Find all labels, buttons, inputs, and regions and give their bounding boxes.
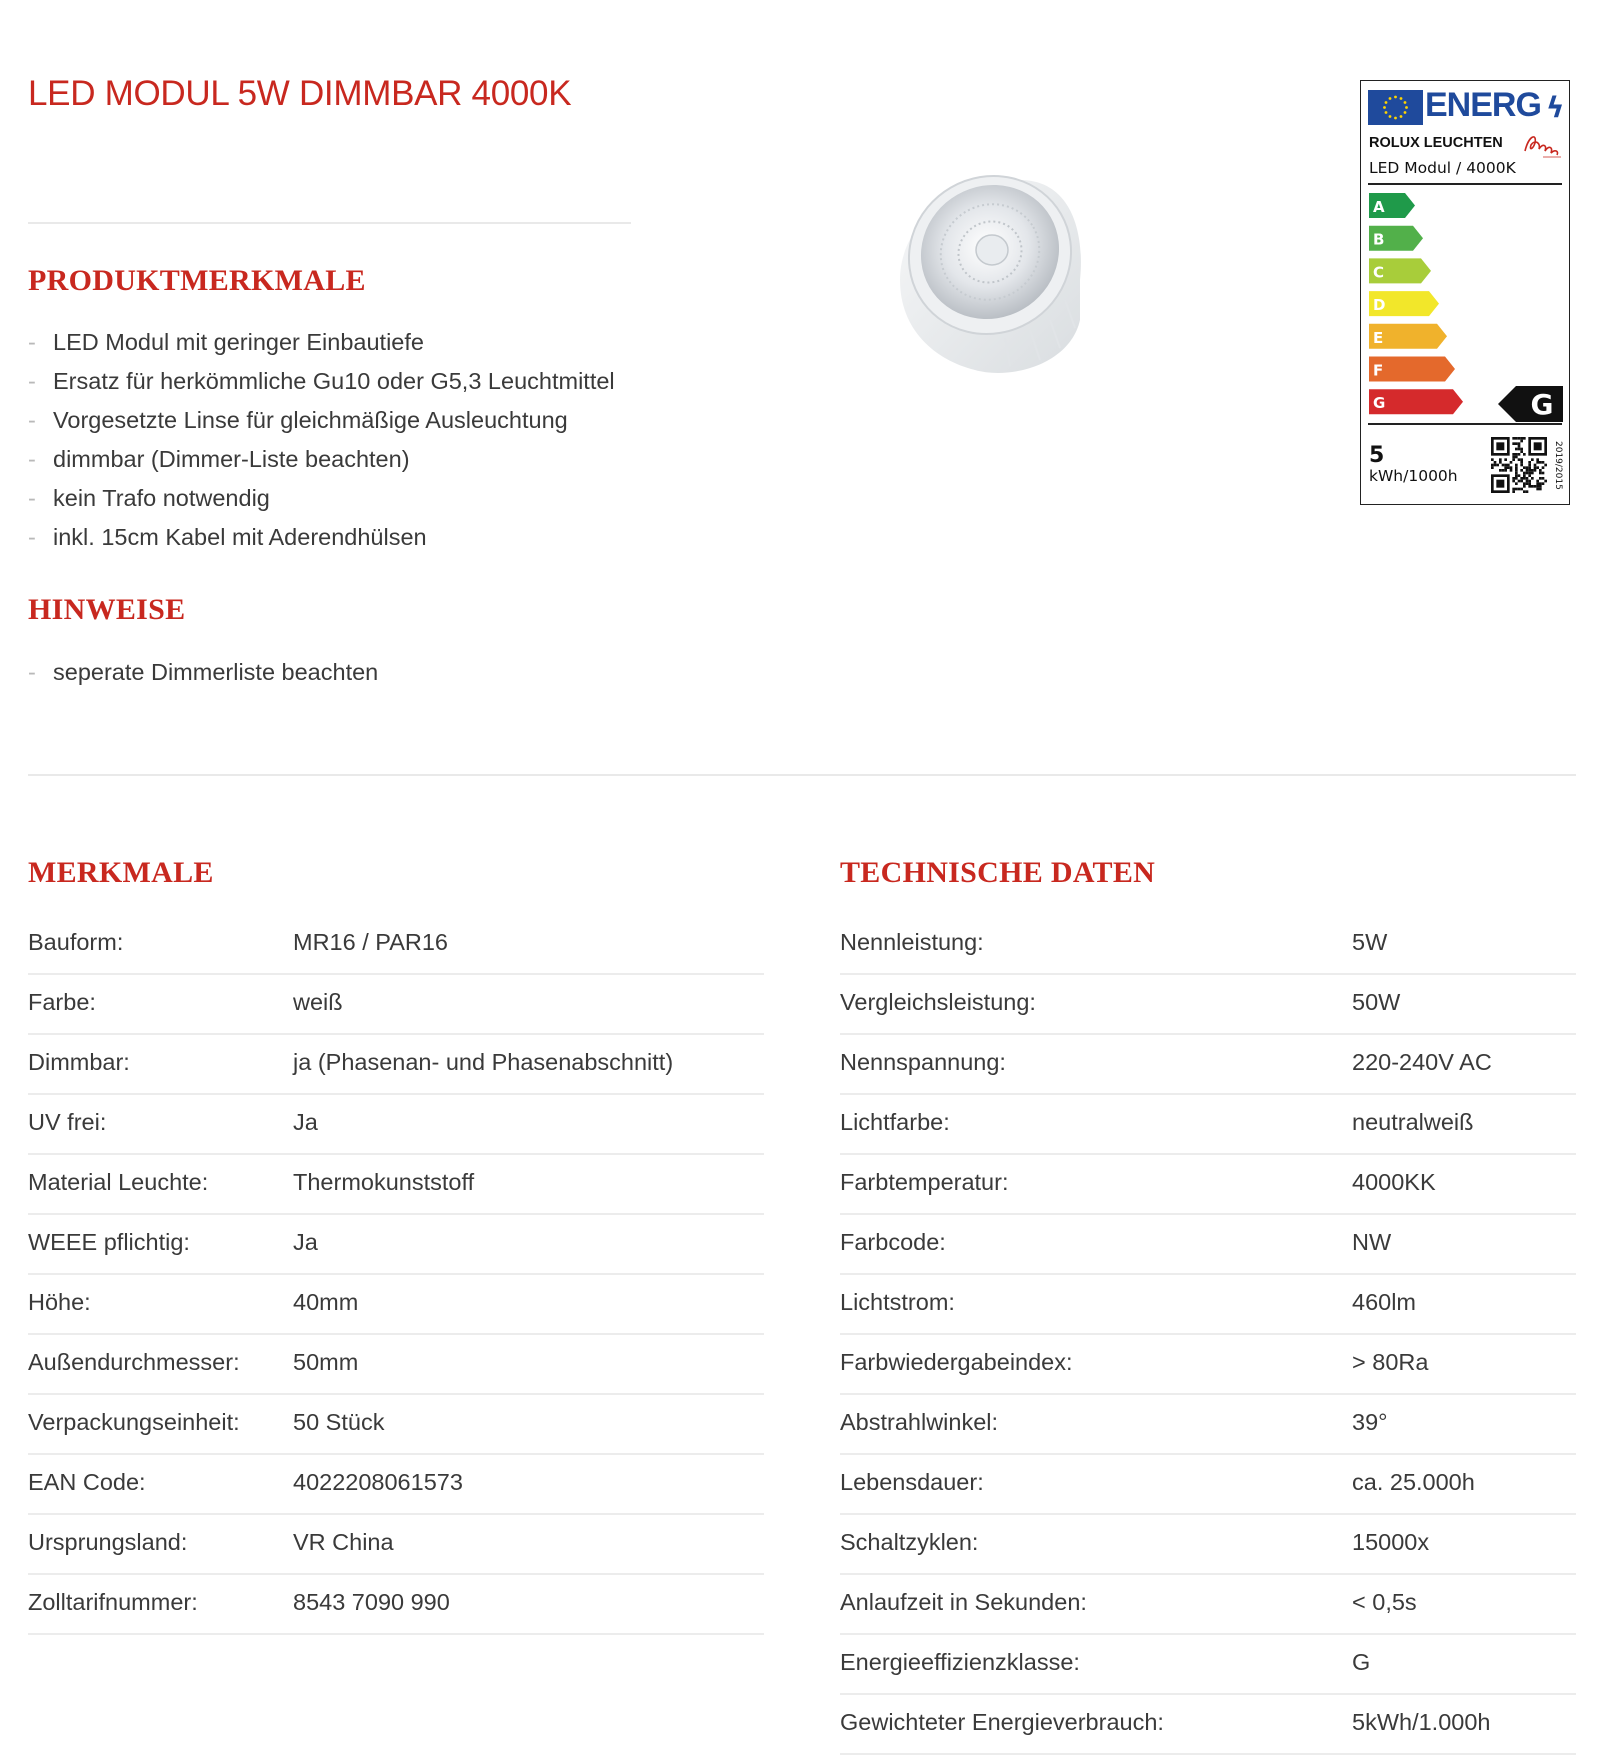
energy-class-letter: F — [1373, 361, 1384, 380]
row-label: Außendurchmesser: — [28, 1349, 240, 1375]
row-value: ca. 25.000h — [1352, 1469, 1475, 1495]
energy-class-letter: D — [1373, 296, 1386, 315]
row-label: Vergleichsleistung: — [840, 989, 1036, 1015]
lightning-icon: ϟ — [1546, 91, 1565, 124]
hinweise-list — [28, 653, 378, 692]
table-row — [840, 1395, 1576, 1455]
row-value: Thermokunststoff — [293, 1169, 475, 1195]
produktmerkmale-heading: PRODUKTMERKMALE — [28, 264, 366, 297]
energy-consumption-unit: kWh/1000h — [1369, 467, 1458, 485]
row-label: Schaltzyklen: — [840, 1529, 979, 1555]
energy-class-letter: C — [1373, 263, 1385, 282]
energy-label-divider — [1368, 183, 1562, 185]
table-row — [840, 1455, 1576, 1515]
row-value: 5W — [1352, 929, 1388, 955]
row-label: Ursprungsland: — [28, 1529, 188, 1555]
section-divider — [28, 774, 1576, 776]
list-marker: - — [28, 485, 36, 511]
row-value: 50 Stück — [293, 1409, 385, 1435]
title-divider — [28, 222, 631, 224]
row-label: Lebensdauer: — [840, 1469, 984, 1495]
merkmale-heading: MERKMALE — [28, 856, 214, 889]
row-label: WEEE pflichtig: — [28, 1229, 190, 1255]
list-item-text: seperate Dimmerliste beachten — [53, 659, 379, 685]
table-row — [28, 1515, 764, 1575]
technische-daten-heading: TECHNISCHE DATEN — [840, 856, 1156, 889]
row-value: 40mm — [293, 1289, 359, 1315]
table-row — [840, 915, 1576, 975]
energy-class-arrow — [1369, 193, 1415, 218]
energy-class-arrow — [1369, 226, 1423, 251]
row-value: VR China — [293, 1529, 394, 1555]
row-label: Nennspannung: — [840, 1049, 1006, 1075]
page-title: LED MODUL 5W DIMMBAR 4000K — [28, 74, 572, 113]
energy-class-badge — [1498, 384, 1563, 424]
row-value: Ja — [293, 1229, 318, 1255]
row-value: 50W — [1352, 989, 1401, 1015]
qr-code-icon — [1491, 437, 1547, 493]
list-item — [28, 323, 615, 362]
list-item — [28, 518, 615, 557]
row-label: Lichtstrom: — [840, 1289, 955, 1315]
list-item-text: Vorgesetzte Linse für gleichmäßige Ausleuchtung — [53, 407, 568, 433]
table-row — [840, 1635, 1576, 1695]
table-row — [840, 1515, 1576, 1575]
row-value: 15000x — [1352, 1529, 1430, 1555]
table-row — [28, 1035, 764, 1095]
list-item — [28, 401, 615, 440]
row-value: 39° — [1352, 1409, 1388, 1435]
table-row — [840, 1215, 1576, 1275]
energy-class-rating: G — [1530, 388, 1554, 421]
row-value: Ja — [293, 1109, 318, 1135]
list-item — [28, 653, 378, 692]
merkmale-table — [28, 915, 764, 1635]
row-label: Nennleistung: — [840, 929, 984, 955]
row-value: 4022208061573 — [293, 1469, 463, 1495]
list-marker: - — [28, 659, 36, 685]
rolux-logo-icon — [1521, 129, 1563, 161]
table-row — [840, 1155, 1576, 1215]
energy-label-supplier: ROLUX LEUCHTEN — [1369, 135, 1503, 151]
row-label: Lichtfarbe: — [840, 1109, 950, 1135]
produktmerkmale-list — [28, 323, 615, 557]
table-row — [28, 915, 764, 975]
technische-daten-table — [840, 915, 1576, 1755]
row-label: Energieeffizienzklasse: — [840, 1649, 1080, 1675]
row-value: 50mm — [293, 1349, 359, 1375]
energy-class-arrow — [1369, 291, 1439, 316]
energy-class-letter: E — [1373, 328, 1384, 347]
row-value: 220-240V AC — [1352, 1049, 1492, 1075]
row-label: Dimmbar: — [28, 1049, 130, 1075]
row-label: Abstrahlwinkel: — [840, 1409, 999, 1435]
product-image — [880, 160, 1100, 390]
list-item — [28, 479, 615, 518]
table-row — [28, 1335, 764, 1395]
row-value: NW — [1352, 1229, 1392, 1255]
row-value: weiß — [293, 989, 343, 1015]
table-row — [840, 1695, 1576, 1755]
table-row — [28, 1095, 764, 1155]
row-value: 5kWh/1.000h — [1352, 1709, 1491, 1735]
list-item — [28, 440, 615, 479]
list-marker: - — [28, 368, 36, 394]
row-label: Farbcode: — [840, 1229, 946, 1255]
row-label: Verpackungseinheit: — [28, 1409, 240, 1435]
energy-class-arrow — [1369, 324, 1447, 349]
row-label: UV frei: — [28, 1109, 107, 1135]
list-marker: - — [28, 329, 36, 355]
list-item-text: Ersatz für herkömmliche Gu10 oder G5,3 Leuchtmittel — [53, 368, 615, 394]
table-row — [28, 1215, 764, 1275]
energy-class-letter: A — [1373, 198, 1385, 216]
row-value: MR16 / PAR16 — [293, 929, 448, 955]
list-item-text: inkl. 15cm Kabel mit Aderendhülsen — [53, 524, 427, 550]
row-label: Anlaufzeit in Sekunden: — [840, 1589, 1087, 1615]
energy-class-arrow — [1369, 258, 1431, 283]
table-row — [28, 1395, 764, 1455]
row-label: EAN Code: — [28, 1469, 146, 1495]
energy-class-scale — [1369, 193, 1479, 423]
row-label: Material Leuchte: — [28, 1169, 209, 1195]
row-label: Farbtemperatur: — [840, 1169, 1009, 1195]
list-marker: - — [28, 446, 36, 472]
energy-consumption-value: 5 — [1369, 443, 1385, 468]
row-label: Farbwiedergabeindex: — [840, 1349, 1073, 1375]
energy-label — [1360, 80, 1570, 505]
table-row — [28, 1575, 764, 1635]
list-item-text: kein Trafo notwendig — [53, 485, 270, 511]
list-marker: - — [28, 407, 36, 433]
list-marker: - — [28, 524, 36, 550]
table-row — [28, 1455, 764, 1515]
row-label: Bauform: — [28, 929, 124, 955]
row-label: Gewichteter Energieverbrauch: — [840, 1709, 1164, 1735]
row-value: 4000KK — [1352, 1169, 1436, 1195]
list-item-text: dimmbar (Dimmer-Liste beachten) — [53, 446, 410, 472]
row-label: Farbe: — [28, 989, 96, 1015]
energy-label-title: ENERG — [1425, 86, 1541, 124]
energy-class-letter: B — [1373, 230, 1385, 249]
table-row — [840, 975, 1576, 1035]
table-row — [28, 975, 764, 1035]
row-value: > 80Ra — [1352, 1349, 1429, 1375]
energy-class-arrow — [1369, 389, 1463, 414]
row-label: Zolltarifnummer: — [28, 1589, 198, 1615]
table-row — [840, 1095, 1576, 1155]
row-value: 8543 7090 990 — [293, 1589, 450, 1615]
table-row — [840, 1275, 1576, 1335]
table-row — [840, 1575, 1576, 1635]
table-row — [840, 1035, 1576, 1095]
hinweise-heading: HINWEISE — [28, 593, 186, 626]
energy-regulation: 2019/2015 — [1553, 441, 1563, 490]
energy-class-arrow — [1369, 357, 1455, 382]
table-row — [840, 1335, 1576, 1395]
list-item — [28, 362, 615, 401]
table-row — [28, 1275, 764, 1335]
energy-class-letter: G — [1373, 394, 1386, 413]
row-value: neutralweiß — [1352, 1109, 1474, 1135]
list-item-text: LED Modul mit geringer Einbautiefe — [53, 329, 424, 355]
row-value: G — [1352, 1649, 1371, 1675]
row-value: < 0,5s — [1352, 1589, 1417, 1615]
energy-label-divider-2 — [1368, 423, 1562, 425]
eu-flag-icon — [1368, 90, 1423, 125]
table-row — [28, 1155, 764, 1215]
row-value: 460lm — [1352, 1289, 1417, 1315]
energy-label-model: LED Modul / 4000K — [1369, 159, 1516, 177]
row-value: ja (Phasenan- und Phasenabschnitt) — [293, 1049, 674, 1075]
row-label: Höhe: — [28, 1289, 91, 1315]
